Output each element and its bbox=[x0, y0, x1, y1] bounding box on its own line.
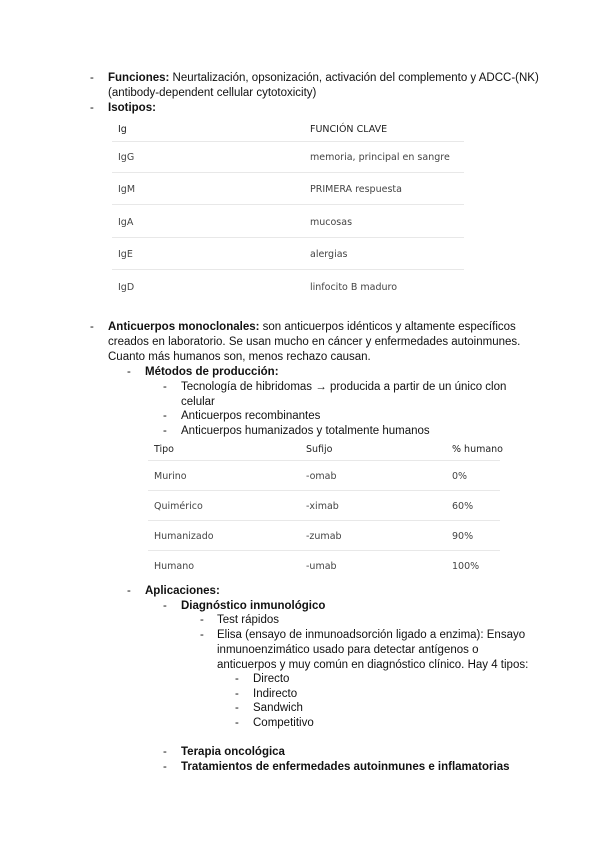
sufijo-cell: -umab bbox=[306, 561, 337, 572]
table-divider bbox=[112, 269, 464, 270]
test-rapidos: Test rápidos bbox=[217, 614, 280, 626]
bullet-dash: - bbox=[163, 410, 167, 422]
bullet-dash: - bbox=[163, 425, 167, 437]
bullet-dash: - bbox=[163, 600, 167, 612]
aplicaciones-label: Aplicaciones: bbox=[145, 585, 220, 597]
table-divider bbox=[112, 204, 464, 205]
elisa-line: inmunoenzimático usado para detectar antígenos o bbox=[217, 644, 479, 656]
sufijo-cell: -omab bbox=[306, 471, 337, 482]
bullet-dash: - bbox=[163, 381, 167, 393]
bullet-dash: - bbox=[127, 366, 131, 378]
isotipos-header-ig: Ig bbox=[118, 124, 127, 135]
monoclonales-line1 bbox=[108, 320, 578, 335]
isotipo-ig: IgG bbox=[118, 152, 135, 163]
bullet-dash: - bbox=[163, 761, 167, 773]
monoclonales-label: Anticuerpos monoclonales: bbox=[108, 321, 260, 333]
monoclonales-line2: creados en laboratorio. Se usan mucho en cáncer y enfermedades autoinmunes. bbox=[108, 336, 521, 348]
humano-cell: 0% bbox=[452, 471, 468, 482]
isotipo-funcion: mucosas bbox=[310, 217, 353, 228]
isotipo-funcion: memoria, principal en sangre bbox=[310, 152, 450, 163]
table-divider bbox=[148, 520, 500, 521]
tipo-cell: Murino bbox=[154, 471, 187, 482]
isotipo-funcion: linfocito B maduro bbox=[310, 282, 398, 293]
tipo-cell: Humanizado bbox=[154, 531, 214, 542]
table-divider bbox=[112, 141, 464, 142]
bullet-dash: - bbox=[90, 321, 94, 333]
bullet-dash: - bbox=[90, 102, 94, 114]
metodos-label: Métodos de producción: bbox=[145, 366, 279, 378]
elisa-line: Elisa (ensayo de inmunoadsorción ligado a enzima): Ensayo bbox=[217, 629, 526, 641]
isotipos-header-funcion: FUNCIÓN CLAVE bbox=[310, 124, 388, 135]
table-divider bbox=[148, 550, 500, 551]
tipos-header-tipo: Tipo bbox=[154, 444, 174, 455]
metodo-item: Tecnología de hibridomas → producida a partir de un único clon bbox=[181, 381, 507, 393]
bullet-dash: - bbox=[200, 629, 204, 641]
bullet-dash: - bbox=[235, 688, 239, 700]
humano-cell: 90% bbox=[452, 531, 474, 542]
isotipos-label: Isotipos: bbox=[108, 102, 156, 114]
tipos-header-sufijo: Sufijo bbox=[306, 444, 333, 455]
tratamientos-label: Tratamientos de enfermedades autoinmunes e inflamatorias bbox=[181, 761, 510, 773]
bullet-dash: - bbox=[90, 72, 94, 84]
funciones-line2: (antibody-dependent cellular cytotoxicity) bbox=[108, 87, 317, 99]
table-divider bbox=[112, 172, 464, 173]
bullet-dash: - bbox=[200, 614, 204, 626]
table-divider bbox=[148, 490, 500, 491]
metodo-item: Anticuerpos recombinantes bbox=[181, 410, 321, 422]
isotipo-ig: IgD bbox=[118, 282, 135, 293]
metodo-item-line2: celular bbox=[181, 396, 215, 408]
elisa-tipo: Indirecto bbox=[253, 688, 298, 700]
tipo-cell: Quimérico bbox=[154, 501, 203, 512]
tipo-cell: Humano bbox=[154, 561, 195, 572]
diagnostico-label: Diagnóstico inmunológico bbox=[181, 600, 326, 612]
metodo-item: Anticuerpos humanizados y totalmente humanos bbox=[181, 425, 430, 437]
funciones-line bbox=[108, 71, 568, 86]
terapia-label: Terapia oncológica bbox=[181, 746, 285, 758]
elisa-line: anticuerpos y muy común en diagnóstico clínico. Hay 4 tipos: bbox=[217, 659, 529, 671]
isotipo-ig: IgM bbox=[118, 184, 136, 195]
bullet-dash: - bbox=[235, 702, 239, 714]
elisa-tipo: Competitivo bbox=[253, 717, 314, 729]
isotipo-funcion: alergias bbox=[310, 249, 348, 260]
monoclonales-text: son anticuerpos idénticos y altamente específicos bbox=[259, 321, 516, 333]
bullet-dash: - bbox=[127, 585, 131, 597]
bullet-dash: - bbox=[163, 746, 167, 758]
elisa-tipo: Directo bbox=[253, 673, 290, 685]
bullet-dash: - bbox=[235, 717, 239, 729]
sufijo-cell: -ximab bbox=[306, 501, 339, 512]
humano-cell: 100% bbox=[452, 561, 480, 572]
elisa-tipo: Sandwich bbox=[253, 702, 303, 714]
tipos-header-humano: % humano bbox=[452, 444, 503, 455]
isotipo-ig: IgA bbox=[118, 217, 134, 228]
table-divider bbox=[148, 460, 500, 461]
isotipo-funcion: PRIMERA respuesta bbox=[310, 184, 402, 195]
bullet-dash: - bbox=[235, 673, 239, 685]
humano-cell: 60% bbox=[452, 501, 474, 512]
funciones-label: Funciones: bbox=[108, 72, 170, 84]
funciones-text: Neurtalización, opsonización, activación del complemento y ADCC-(NK) bbox=[169, 72, 539, 84]
monoclonales-line3: Cuanto más humanos son, menos rechazo causan. bbox=[108, 351, 371, 363]
sufijo-cell: -zumab bbox=[306, 531, 342, 542]
isotipo-ig: IgE bbox=[118, 249, 133, 260]
table-divider bbox=[112, 237, 464, 238]
